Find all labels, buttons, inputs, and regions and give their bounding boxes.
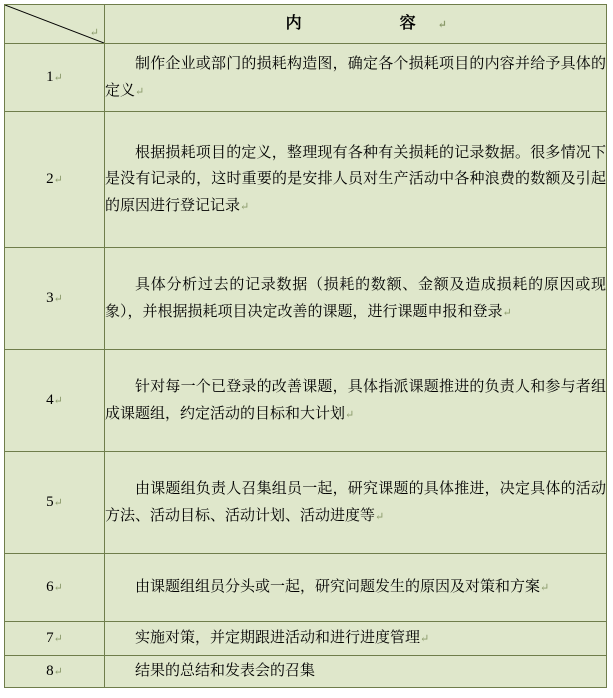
table-row xyxy=(5,452,607,554)
row-content: 针对每一个已登录的改善课题，具体指派课题推进的负责人和参与者组成课题组，约定活动的目标和大计划 xyxy=(105,379,606,422)
row-content-cell xyxy=(105,44,607,112)
table-row xyxy=(5,656,607,688)
table-row xyxy=(5,622,607,656)
row-number-cell xyxy=(5,656,105,688)
table-row xyxy=(5,554,607,622)
row-content-cell xyxy=(105,622,607,656)
paragraph-mark: ↵ xyxy=(437,19,448,31)
row-content: 制作企业或部门的损耗构造图，确定各个损耗项目的内容并给予具体的定义 xyxy=(105,56,606,99)
paragraph-mark: ↵ xyxy=(375,510,385,523)
table-row xyxy=(5,44,607,112)
row-content-cell xyxy=(105,656,607,688)
paragraph-mark: ↵ xyxy=(240,200,250,213)
paragraph-mark: ↵ xyxy=(53,395,63,408)
row-number: 6 xyxy=(46,579,54,596)
row-number-cell xyxy=(5,350,105,452)
paragraph-mark: ↵ xyxy=(53,72,63,85)
row-number: 3 xyxy=(46,290,54,307)
row-content-cell xyxy=(105,248,607,350)
paragraph-mark: ↵ xyxy=(53,633,63,646)
row-number: 7 xyxy=(46,630,54,647)
paragraph-mark: ↵ xyxy=(420,633,430,646)
row-number-cell xyxy=(5,112,105,248)
row-number-cell xyxy=(5,248,105,350)
row-content: 根据损耗项目的定义，整理现有各种有关损耗的记录数据。很多情况下是没有记录的，这时重要的是安排人员对生产活动中各种浪费的数额及引起的原因进行登记记录 xyxy=(105,145,606,214)
paragraph-mark: ↵ xyxy=(53,582,63,595)
row-number: 2 xyxy=(46,171,54,188)
row-number-cell xyxy=(5,554,105,622)
table-header-row xyxy=(5,5,607,44)
row-number-cell xyxy=(5,44,105,112)
content-table xyxy=(4,4,607,688)
row-content: 实施对策，并定期跟进活动和进行进度管理 xyxy=(135,630,421,647)
paragraph-mark: ↵ xyxy=(53,293,63,306)
table-row xyxy=(5,350,607,452)
header-content-cell xyxy=(105,5,607,44)
header-diagonal-cell xyxy=(5,5,105,44)
table-row xyxy=(5,112,607,248)
row-content: 结果的总结和发表会的召集 xyxy=(135,663,316,680)
row-number: 5 xyxy=(46,494,54,511)
row-content-cell xyxy=(105,350,607,452)
row-number: 1 xyxy=(46,69,54,86)
paragraph-mark: ↵ xyxy=(540,582,550,595)
row-content: 具体分析过去的记录数据（损耗的数额、金额及造成损耗的原因或现象），并根据损耗项目决定改善的课题，进行课题申报和登录 xyxy=(105,277,606,320)
paragraph-mark: ↵ xyxy=(53,174,63,187)
table-body xyxy=(5,5,607,688)
paragraph-mark: ↵ xyxy=(345,408,355,421)
paragraph-mark: ↵ xyxy=(89,26,99,39)
row-content-cell xyxy=(105,452,607,554)
paragraph-mark: ↵ xyxy=(53,497,63,510)
paragraph-mark: ↵ xyxy=(53,666,63,679)
content-column-label: 内 容 xyxy=(285,15,438,32)
paragraph-mark: ↵ xyxy=(502,306,512,319)
row-content-cell xyxy=(105,554,607,622)
row-number-cell xyxy=(5,452,105,554)
row-content: 由课题组组员分头或一起，研究问题发生的原因及对策和方案 xyxy=(135,579,541,596)
paragraph-mark: ↵ xyxy=(135,85,145,98)
row-number-cell xyxy=(5,622,105,656)
row-number: 4 xyxy=(46,392,54,409)
row-content-cell xyxy=(105,112,607,248)
row-number: 8 xyxy=(46,663,54,680)
table-row xyxy=(5,248,607,350)
row-content: 由课题组负责人召集组员一起，研究课题的具体推进，决定具体的活动方法、活动目标、活动计划、活动进度等 xyxy=(105,481,606,524)
